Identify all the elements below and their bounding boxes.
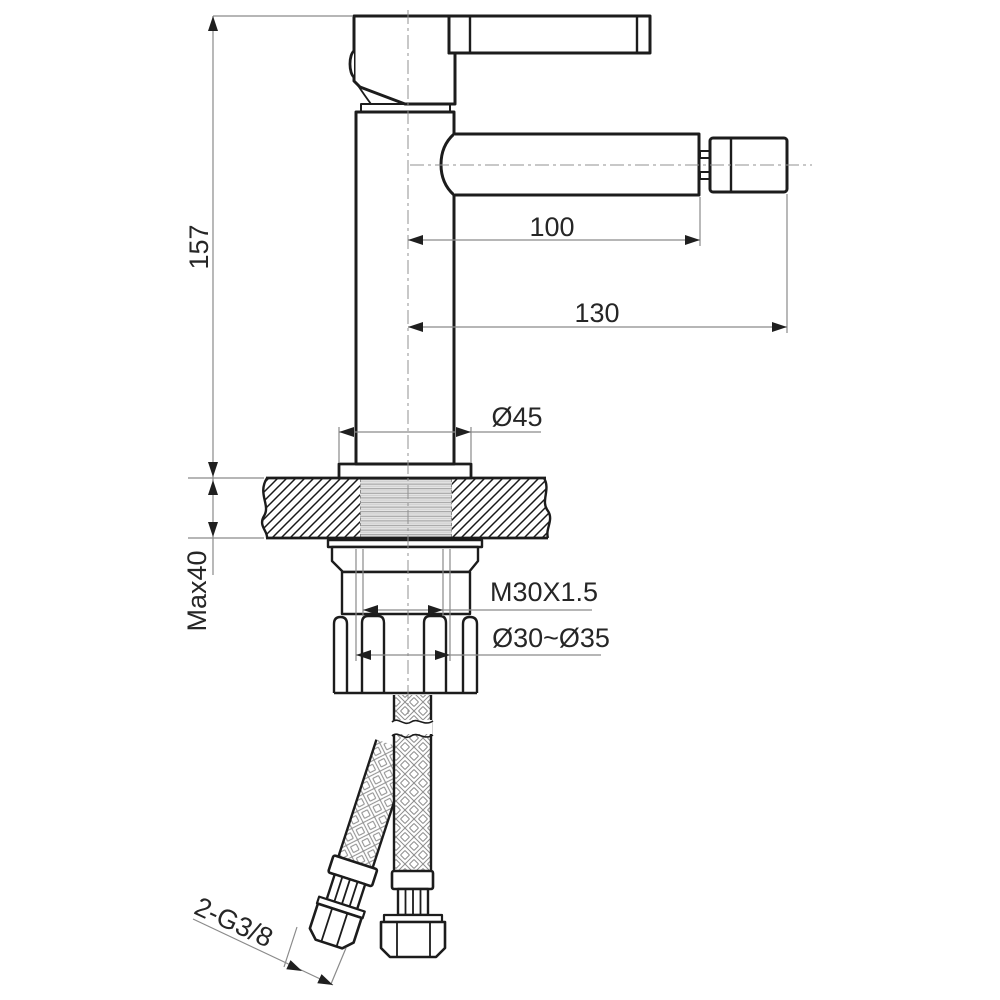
supply-hose-right <box>381 695 445 957</box>
dim-label-m30x15: M30X1.5 <box>489 577 599 608</box>
hose-hex-nut-right <box>381 922 445 957</box>
faucet-outline <box>339 16 787 478</box>
hose-ferrule-right <box>392 871 433 889</box>
dim-label-hose-g38: 2-G3/8 <box>190 891 278 954</box>
mounting-collar <box>332 547 478 572</box>
threaded-shank <box>360 479 452 537</box>
counter-hatch-right <box>452 478 550 538</box>
counter-hatch-left <box>262 478 360 538</box>
mounting-assembly <box>328 540 482 693</box>
handle-set-screw <box>350 51 354 77</box>
dim-label-hole-diameter: Ø30~Ø35 <box>492 623 610 654</box>
handle-lever <box>449 16 650 53</box>
nut-finger <box>334 617 347 693</box>
handle-cap <box>354 16 455 104</box>
dim-label-max40: Max40 <box>182 550 213 632</box>
countertop-section <box>262 478 550 538</box>
base-flange <box>339 464 471 478</box>
dim-label-130: 130 <box>574 298 620 329</box>
mounting-nut-body <box>342 572 470 614</box>
dim-label-100: 100 <box>529 212 575 243</box>
dim-label-height-157: 157 <box>184 224 215 270</box>
dim-label-d45: Ø45 <box>491 402 543 433</box>
